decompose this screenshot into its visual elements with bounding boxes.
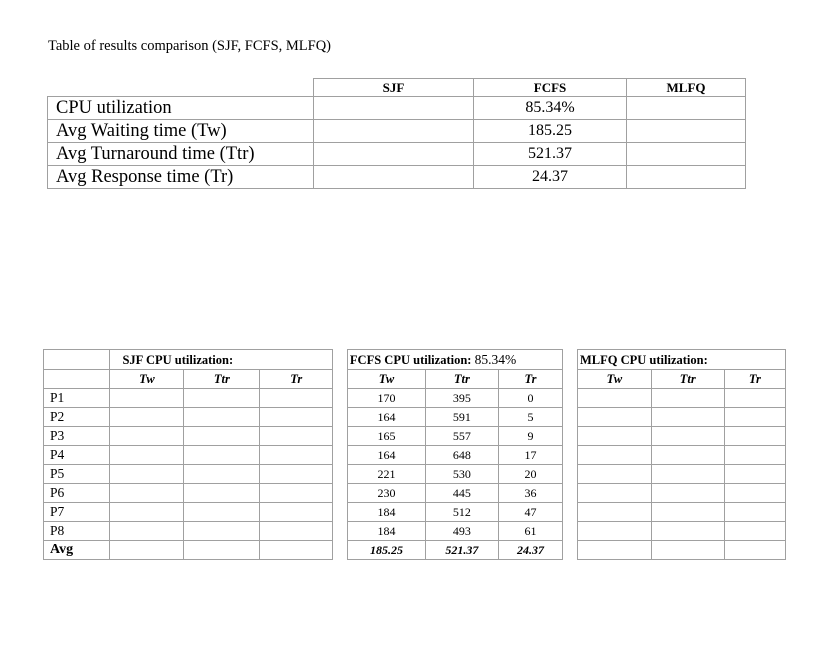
detail-gap	[333, 427, 348, 446]
sjf-cell	[260, 465, 333, 484]
sjf-cell	[260, 389, 333, 408]
page-title: Table of results comparison (SJF, FCFS, MLFQ)	[48, 38, 331, 54]
fcfs-tr-cell: 36	[498, 484, 562, 503]
sjf-cell	[184, 408, 260, 427]
fcfs-cpu-utilization-value: 85.34%	[474, 352, 517, 367]
process-id-cell: P3	[44, 427, 110, 446]
summary-cell-fcfs: 185.25	[474, 120, 627, 143]
detail-gap	[333, 446, 348, 465]
sjf-cell	[110, 389, 184, 408]
sjf-cell	[260, 503, 333, 522]
fcfs-tw-cell: 221	[347, 465, 425, 484]
mlfq-cell	[651, 389, 724, 408]
fcfs-ttr-cell: 591	[426, 408, 499, 427]
mlfq-cell	[577, 503, 651, 522]
detail-gap	[563, 446, 578, 465]
mlfq-ttr-header: Ttr	[651, 370, 724, 389]
detail-gap	[333, 484, 348, 503]
mlfq-cell	[724, 427, 785, 446]
mlfq-cell	[577, 408, 651, 427]
sjf-cell	[110, 503, 184, 522]
fcfs-tr-cell: 47	[498, 503, 562, 522]
detail-gap	[563, 484, 578, 503]
summary-cell-sjf	[314, 120, 474, 143]
process-id-cell: P8	[44, 522, 110, 541]
fcfs-tr-cell: 5	[498, 408, 562, 427]
summary-cell-fcfs: 521.37	[474, 143, 627, 166]
process-row	[44, 408, 786, 427]
sjf-caption	[110, 350, 333, 370]
mlfq-cell	[724, 389, 785, 408]
fcfs-tw-cell: 164	[347, 408, 425, 427]
fcfs-caption-text: FCFS CPU utilization:	[349, 353, 472, 367]
summary-row-label: Avg Waiting time (Tw)	[48, 120, 314, 143]
sjf-caption-text: SJF CPU utilization:	[122, 353, 234, 367]
sjf-cell	[184, 484, 260, 503]
sjf-cell	[184, 522, 260, 541]
mlfq-caption-text: MLFQ CPU utilization:	[579, 353, 708, 367]
fcfs-ttr-cell: 530	[426, 465, 499, 484]
detail-gap	[333, 503, 348, 522]
mlfq-cell	[577, 446, 651, 465]
detail-gap	[563, 541, 578, 560]
detail-gap	[333, 465, 348, 484]
sjf-cell	[260, 427, 333, 446]
summary-cell-fcfs: 24.37	[474, 166, 627, 189]
fcfs-tw-cell: 185.25	[347, 541, 425, 560]
summary-row-avg-response	[48, 166, 746, 189]
detail-table	[43, 349, 786, 560]
mlfq-cell	[651, 522, 724, 541]
sjf-cell	[184, 465, 260, 484]
detail-gap	[333, 370, 348, 389]
mlfq-cell	[577, 427, 651, 446]
sjf-cell	[184, 427, 260, 446]
fcfs-tw-cell: 164	[347, 446, 425, 465]
mlfq-cell	[724, 446, 785, 465]
fcfs-tr-cell: 9	[498, 427, 562, 446]
detail-corner-cell	[44, 350, 110, 370]
sjf-cell	[184, 541, 260, 560]
summary-row-label: Avg Turnaround time (Ttr)	[48, 143, 314, 166]
process-row	[44, 389, 786, 408]
summary-cell-sjf	[314, 166, 474, 189]
fcfs-tr-cell: 20	[498, 465, 562, 484]
summary-header-fcfs: FCFS	[474, 79, 627, 97]
fcfs-ttr-cell: 521.37	[426, 541, 499, 560]
detail-gap	[333, 350, 348, 370]
summary-row-avg-waiting	[48, 120, 746, 143]
process-row	[44, 484, 786, 503]
mlfq-cell	[724, 465, 785, 484]
detail-gap	[333, 389, 348, 408]
detail-gap	[333, 522, 348, 541]
sjf-cell	[110, 484, 184, 503]
mlfq-cell	[651, 484, 724, 503]
fcfs-tr-cell: 0	[498, 389, 562, 408]
sjf-cell	[110, 427, 184, 446]
mlfq-cell	[724, 522, 785, 541]
detail-subheader-row	[44, 370, 786, 389]
sjf-cell	[110, 465, 184, 484]
fcfs-caption	[347, 350, 562, 370]
summary-row-label: CPU utilization	[48, 97, 314, 120]
summary-row-cpu-utilization	[48, 97, 746, 120]
summary-header-row	[48, 79, 746, 97]
mlfq-cell	[651, 427, 724, 446]
sjf-tw-header: Tw	[110, 370, 184, 389]
summary-header-blank	[48, 79, 314, 97]
sjf-cell	[110, 541, 184, 560]
fcfs-tr-header: Tr	[498, 370, 562, 389]
sjf-cell	[260, 446, 333, 465]
mlfq-cell	[651, 446, 724, 465]
fcfs-ttr-cell: 557	[426, 427, 499, 446]
fcfs-ttr-cell: 395	[426, 389, 499, 408]
detail-caption-row	[44, 350, 786, 370]
summary-row-avg-turnaround	[48, 143, 746, 166]
detail-gap	[563, 503, 578, 522]
detail-gap	[333, 541, 348, 560]
fcfs-ttr-cell: 493	[426, 522, 499, 541]
fcfs-tw-cell: 230	[347, 484, 425, 503]
mlfq-cell	[577, 484, 651, 503]
process-row	[44, 427, 786, 446]
mlfq-cell	[651, 465, 724, 484]
fcfs-ttr-cell: 512	[426, 503, 499, 522]
process-id-cell: P7	[44, 503, 110, 522]
mlfq-cell	[724, 541, 785, 560]
average-row	[44, 541, 786, 560]
mlfq-cell	[724, 503, 785, 522]
mlfq-cell	[577, 389, 651, 408]
detail-gap	[563, 522, 578, 541]
mlfq-cell	[651, 503, 724, 522]
detail-gap	[563, 389, 578, 408]
process-id-cell: Avg	[44, 541, 110, 560]
mlfq-tr-header: Tr	[724, 370, 785, 389]
mlfq-caption	[577, 350, 785, 370]
detail-gap	[563, 350, 578, 370]
mlfq-cell	[724, 408, 785, 427]
mlfq-cell	[577, 541, 651, 560]
sjf-cell	[184, 503, 260, 522]
process-row	[44, 503, 786, 522]
detail-gap	[333, 408, 348, 427]
process-id-cell: P6	[44, 484, 110, 503]
process-id-cell: P5	[44, 465, 110, 484]
summary-row-label: Avg Response time (Tr)	[48, 166, 314, 189]
fcfs-tr-cell: 24.37	[498, 541, 562, 560]
fcfs-ttr-header: Ttr	[426, 370, 499, 389]
sjf-cell	[110, 408, 184, 427]
mlfq-cell	[724, 484, 785, 503]
sjf-cell	[184, 389, 260, 408]
summary-table	[47, 78, 746, 189]
fcfs-ttr-cell: 648	[426, 446, 499, 465]
sjf-cell	[260, 541, 333, 560]
fcfs-tw-cell: 184	[347, 503, 425, 522]
fcfs-tr-cell: 17	[498, 446, 562, 465]
fcfs-tw-cell: 170	[347, 389, 425, 408]
sjf-tr-header: Tr	[260, 370, 333, 389]
process-id-cell: P2	[44, 408, 110, 427]
fcfs-ttr-cell: 445	[426, 484, 499, 503]
mlfq-cell	[651, 541, 724, 560]
detail-gap	[563, 408, 578, 427]
process-row	[44, 446, 786, 465]
summary-header-sjf: SJF	[314, 79, 474, 97]
fcfs-tw-cell: 165	[347, 427, 425, 446]
sjf-cell	[110, 446, 184, 465]
mlfq-cell	[651, 408, 724, 427]
mlfq-tw-header: Tw	[577, 370, 651, 389]
sjf-cell	[260, 408, 333, 427]
detail-gap	[563, 427, 578, 446]
detail-gap	[563, 370, 578, 389]
summary-cell-mlfq	[627, 120, 746, 143]
sjf-cell	[260, 484, 333, 503]
detail-subheader-blank	[44, 370, 110, 389]
mlfq-cell	[577, 465, 651, 484]
process-row	[44, 522, 786, 541]
fcfs-tw-header: Tw	[347, 370, 425, 389]
summary-cell-mlfq	[627, 97, 746, 120]
summary-cell-sjf	[314, 97, 474, 120]
summary-cell-sjf	[314, 143, 474, 166]
mlfq-cell	[577, 522, 651, 541]
detail-gap	[563, 465, 578, 484]
process-id-cell: P4	[44, 446, 110, 465]
summary-cell-mlfq	[627, 143, 746, 166]
summary-cell-mlfq	[627, 166, 746, 189]
sjf-cell	[260, 522, 333, 541]
fcfs-tw-cell: 184	[347, 522, 425, 541]
sjf-ttr-header: Ttr	[184, 370, 260, 389]
fcfs-tr-cell: 61	[498, 522, 562, 541]
summary-cell-fcfs: 85.34%	[474, 97, 627, 120]
process-id-cell: P1	[44, 389, 110, 408]
sjf-cell	[110, 522, 184, 541]
summary-header-mlfq: MLFQ	[627, 79, 746, 97]
sjf-cell	[184, 446, 260, 465]
process-row	[44, 465, 786, 484]
